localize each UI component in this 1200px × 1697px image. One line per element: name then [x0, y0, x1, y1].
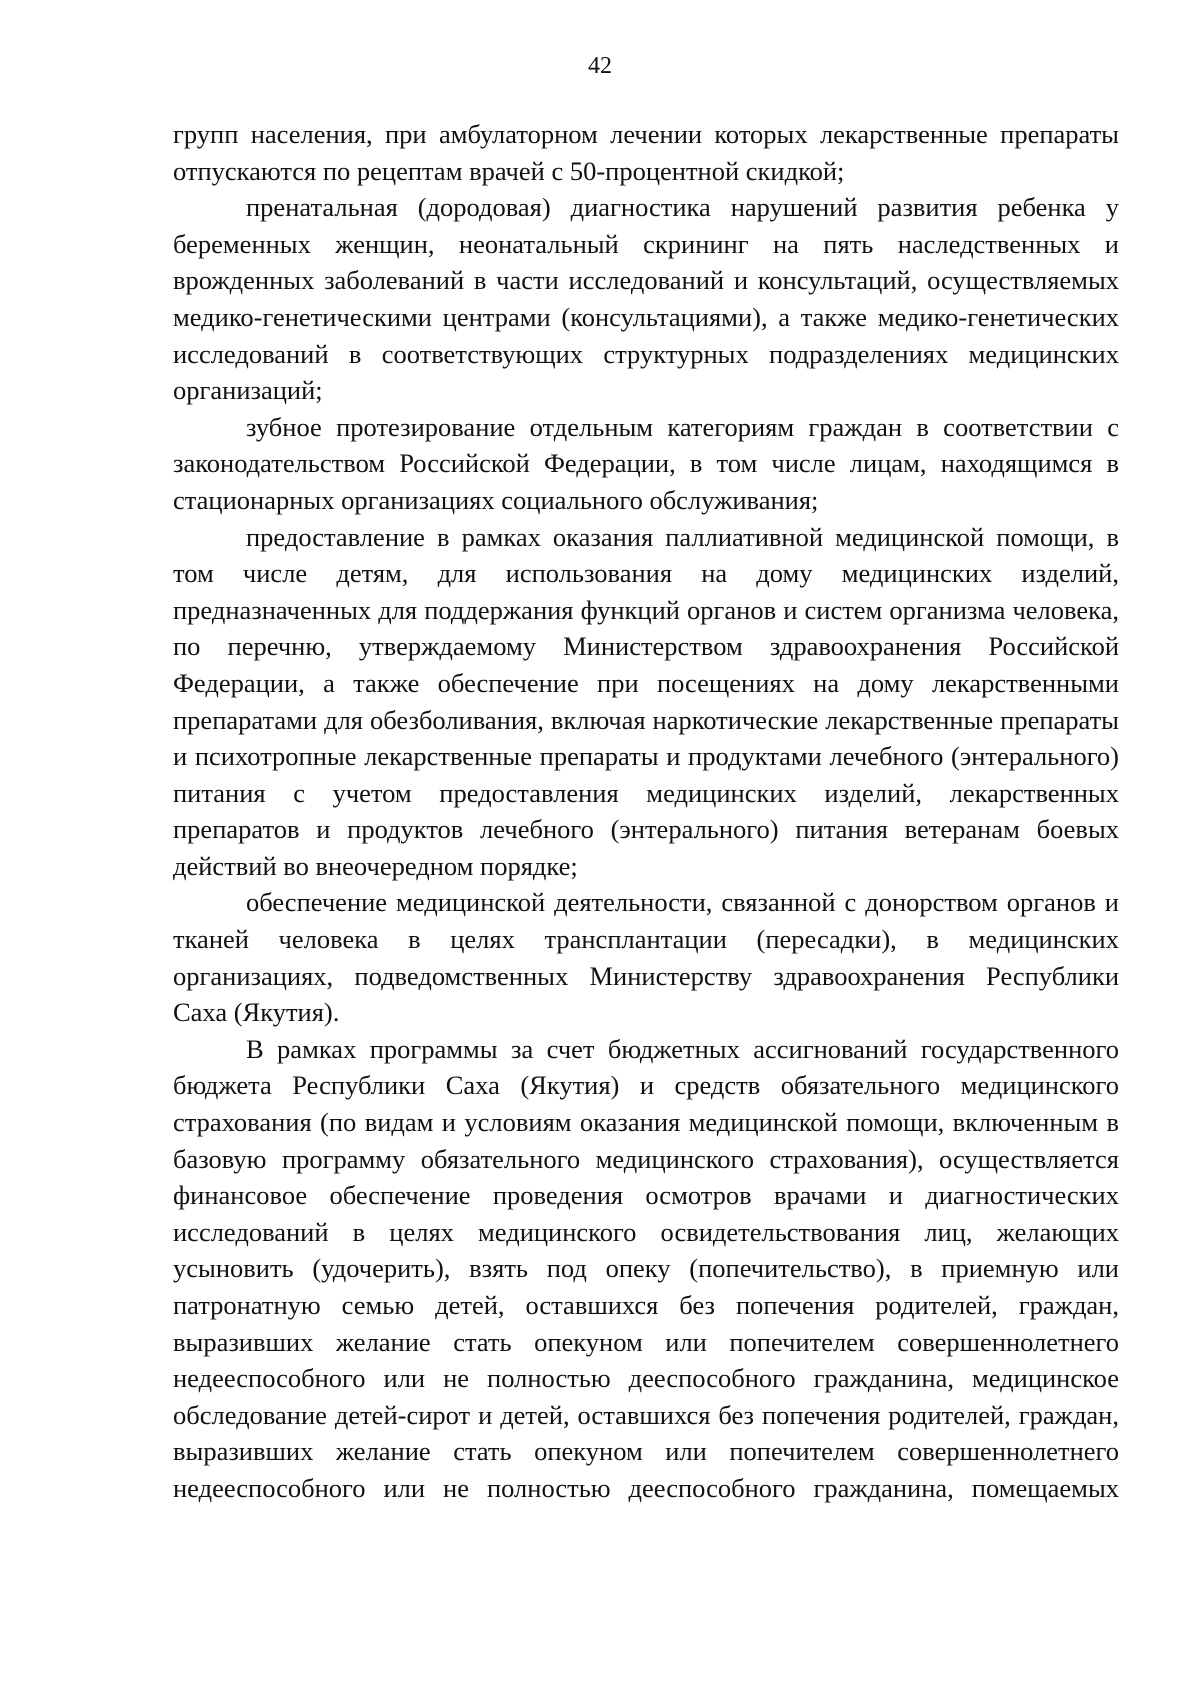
paragraph-prenatal-diagnostics: пренатальная (дородовая) диагностика нарушений развития ребенка у беременных женщин, неонатальный скрининг на пять наследственных и врожденных заболеваний в части исследований и консультаций, осуществляемых медико-генетическими центрами (консультациями), а также медико-генетических исследований в соответствующих структурных подразделениях медицинских организаций; [173, 192, 1119, 406]
paragraph-continuation: групп населения, при амбулаторном лечении которых лекарственные препараты отпускаются по рецептам врачей с 50-процентной скидкой; [173, 119, 1119, 186]
paragraph-dental-prosthetics: зубное протезирование отдельным категориям граждан в соответствии с законодательством Российской Федерации, в том числе лицам, находящимся в стационарных организациях социального обслуживания; [173, 411, 1119, 515]
paragraph-organ-donation: обеспечение медицинской деятельности, связанной с донорством органов и тканей человека в целях трансплантации (пересадки), в медицинских организациях, подведомственных Министерству здравоохранения Республики Саха (Якутия). [173, 887, 1119, 1028]
paragraph-palliative-care: предоставление в рамках оказания паллиативной медицинской помощи, в том числе детям, для использования на дому медицинских изделий, предназначенных для поддержания функций органов и систем организма человека, по перечню, утверждаемому Министерством здравоохранения Российской Федерации, а также обеспечение при посещениях на дому лекарственными препаратами для обезболивания, включая наркотические лекарственные препараты и психотропные лекарственные препараты и продуктами лечебного (энтерального) питания с учетом предоставления медицинских изделий, лекарственных препаратов и продуктов лечебного (энтерального) питания ветеранам боевых действий во внеочередном порядке; [173, 521, 1119, 881]
page-number: 42 [588, 53, 612, 79]
document-body [173, 116, 1119, 1507]
paragraph-medical-examination: В рамках программы за счет бюджетных ассигнований государственного бюджета Республики Саха (Якутия) и средств обязательного медицинского страхования (по видам и условиям оказания медицинской помощи, включенным в базовую программу обязательного медицинского страхования), осуществляется финансовое обеспечение проведения осмотров врачами и диагностических исследований в целях медицинского освидетельствования лиц, желающих усыновить (удочерить), взять под опеку (попечительство), в приемную или патронатную семью детей, оставшихся без попечения родителей, граждан, выразивших желание стать опекуном или попечителем совершеннолетнего недееспособного или не полностью дееспособного гражданина, медицинское обследование детей-сирот и детей, оставшихся без попечения родителей, граждан, выразивших желание стать опекуном или попечителем совершеннолетнего недееспособного или не полностью дееспособного гражданина, помещаемых [173, 1033, 1119, 1503]
